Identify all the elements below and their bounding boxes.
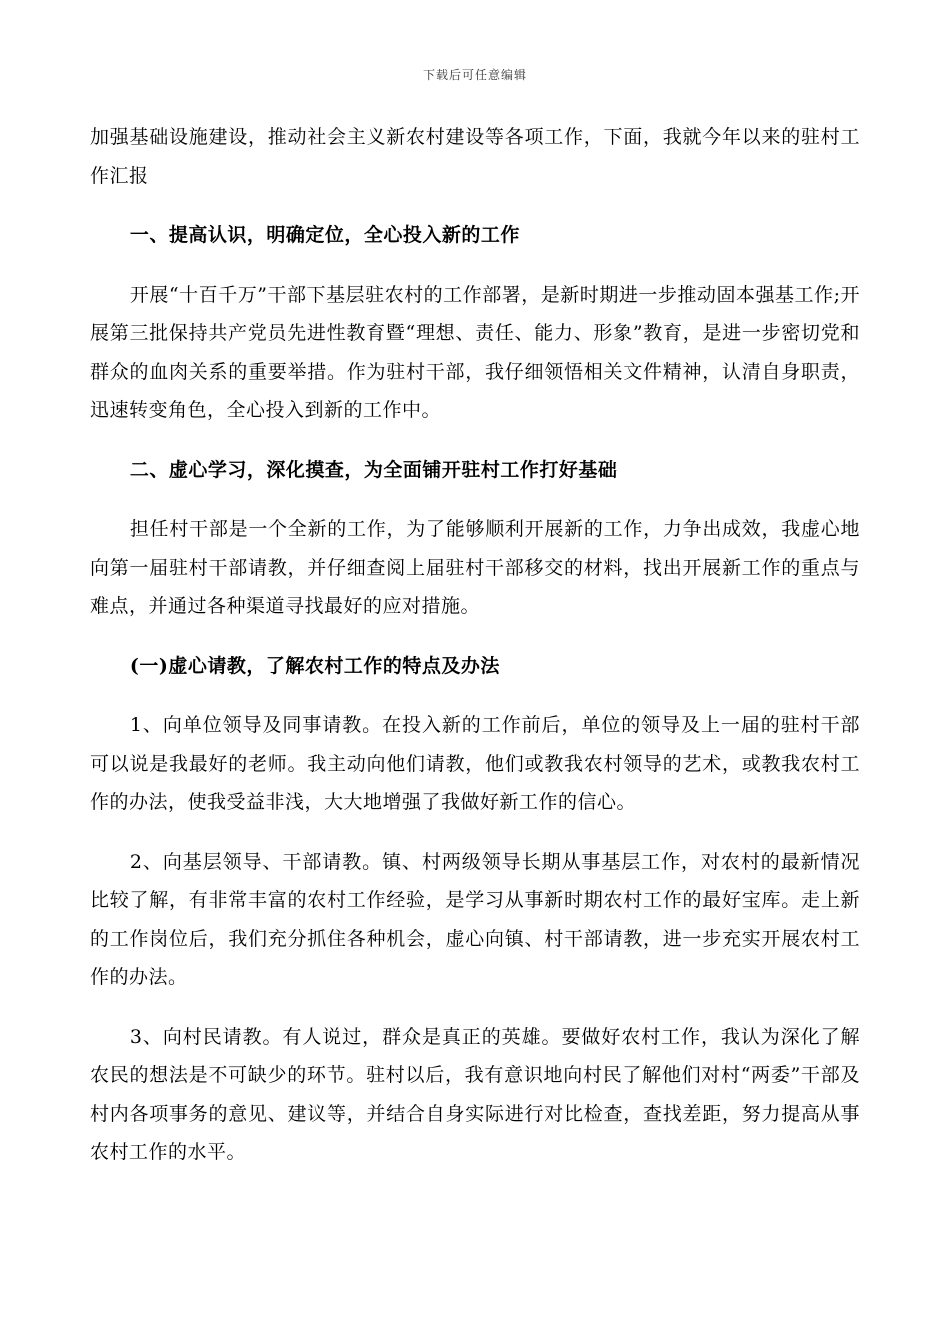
subsection-1-heading: (一)虚心请教，了解农村工作的特点及办法 [129,654,500,677]
section-1-paragraph: 开展“十百千万”干部下基层驻农村的工作部署，是新时期进一步推动固本强基工作;开展第三批保持共产党员先进性教育暨“理想、责任、能力、形象”教育，是进一步密切党和群众的血肉关系的重要举措。作为驻村干部，我仔细领悟相关文件精神，认清自身职责，迅速转变角色，全心投入到新的工作中。 [90,283,860,421]
list-item-1: 1、向单位领导及同事请教。在投入新的工作前后，单位的领导及上一届的驻村干部可以说是我最好的老师。我主动向他们请教，他们或教我农村领导的艺术，或教我农村工作的办法，使我受益非浅，大大地增强了我做好新工作的信心。 [90,714,860,813]
section-1-heading: 一、提高认识，明确定位，全心投入新的工作 [129,224,520,246]
list-item-2: 2、向基层领导、干部请教。镇、村两级领导长期从事基层工作，对农村的最新情况比较了解，有非常丰富的农村工作经验，是学习从事新时期农村工作的最好宝库。走上新的工作岗位后，我们充分抓住各种机会，虚心向镇、村干部请教，进一步充实开展农村工作的办法。 [90,850,860,988]
document-body [90,118,860,1172]
section-2-paragraph: 担任村干部是一个全新的工作，为了能够顺利开展新的工作，力争出成效，我虚心地向第一届驻村干部请教，并仔细查阅上届驻村干部移交的材料，找出开展新工作的重点与难点，并通过各种渠道寻找最好的应对措施。 [90,518,860,617]
list-item-3: 3、向村民请教。有人说过，群众是真正的英雄。要做好农村工作，我认为深化了解农民的想法是不可缺少的环节。驻村以后，我有意识地向村民了解他们对村“两委”干部及村内各项事务的意见、建议等，并结合自身实际进行对比检查，查找差距，努力提高从事农村工作的水平。 [90,1025,860,1163]
intro-paragraph: 加强基础设施建设，推动社会主义新农村建设等各项工作，下面，我就今年以来的驻村工作汇报 [90,126,860,187]
page-header: 下载后可任意编辑 [422,68,527,82]
section-2-heading: 二、虚心学习，深化摸查，为全面铺开驻村工作打好基础 [129,458,618,481]
